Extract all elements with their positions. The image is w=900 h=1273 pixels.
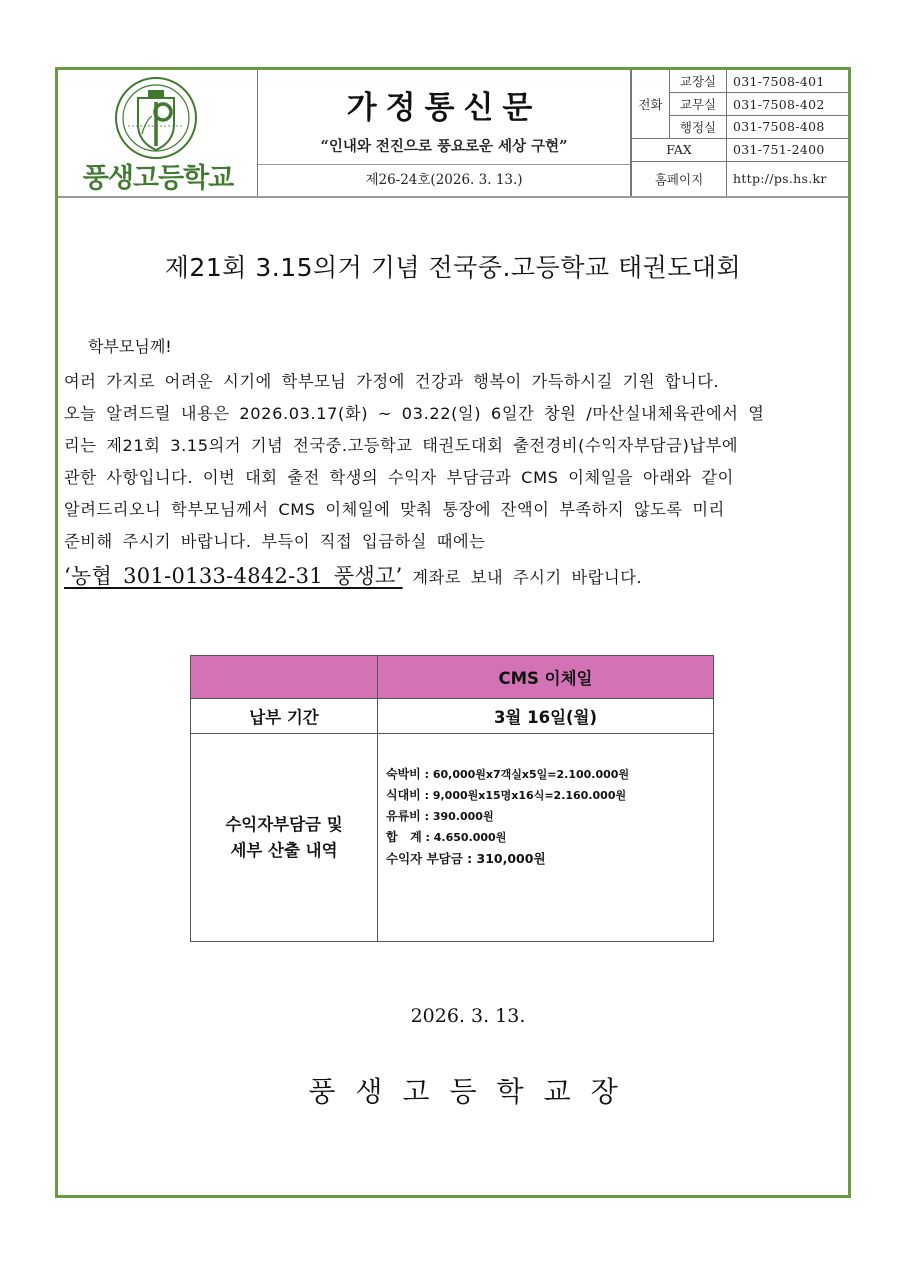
cost-item: 숙박비 : 60,000원x7객실x5일=2.100.000원 (386, 767, 630, 781)
body-line: 관한 사항입니다. 이번 대회 출전 학생의 수익자 부담금과 CMS 이체일을 아래와 같이 (64, 468, 734, 487)
fax-number: 031-751-2400 (727, 138, 849, 161)
body-line: 알려드리오니 학부모님께서 CMS 이체일에 맞춰 통장에 잔액이 부족하지 않도록 미리 (64, 500, 725, 519)
phone-number: 031-7508-402 (727, 93, 849, 116)
issue-number: 제26-24호(2026. 3. 13.) (258, 165, 631, 196)
body-line: 여러 가지로 어려운 시기에 학부모님 가정에 건강과 행복이 가득하시길 기원 합니다. (64, 372, 720, 391)
payment-table (190, 655, 714, 942)
homepage-link[interactable]: http://ps.hs.kr (727, 161, 849, 196)
detail-label-line: 수익자부담금 및 (225, 814, 343, 834)
payment-period-value: 3월 16일(월) (378, 699, 714, 734)
phone-office-label: 교무실 (670, 93, 727, 116)
phone-number: 031-7508-408 (727, 116, 849, 139)
letterhead (58, 70, 848, 198)
detail-label-cell (191, 734, 378, 942)
school-emblem-icon (114, 76, 198, 160)
newsletter-title: 가정통신문 (346, 90, 542, 126)
fax-label: FAX (632, 138, 727, 161)
phone-office-label: 행정실 (670, 116, 727, 139)
signatory: 풍생고등학교장 (308, 1075, 638, 1108)
body-line: 리는 제21회 3.15의거 기념 전국중.고등학교 태권도대회 출전경비(수익자부담금)납부에 (64, 436, 739, 455)
contact-table (631, 70, 848, 196)
beneficiary-charge: 수익자 부담금 : 310,000원 (386, 851, 546, 866)
detail-label-line: 세부 산출 내역 (230, 840, 338, 860)
body-line: 준비해 주시기 바랍니다. 부득이 직접 입금하실 때에는 (64, 532, 486, 551)
phone-office-label: 교장실 (670, 70, 727, 93)
phone-label: 전화 (632, 70, 670, 138)
document-title: 제21회 3.15의거 기념 전국중.고등학교 태권도대회 (164, 253, 742, 282)
school-name: 풍생고등학교 (82, 163, 234, 194)
signature-date: 2026. 3. 13. (410, 1005, 526, 1027)
school-logo-cell (58, 70, 258, 196)
body-text (64, 366, 844, 594)
payment-period-label: 납부 기간 (191, 699, 378, 734)
detail-values-cell (378, 734, 714, 942)
cost-item: 유류비 : 390.000원 (386, 809, 494, 823)
newsletter-title-cell (258, 70, 631, 165)
body-line: 오늘 알려드릴 내용은 2026.03.17(화) ~ 03.22(일) 6일간 창원 /마산실내체육관에서 열 (64, 404, 765, 423)
bank-account: ‘농협 301-0133-4842-31 풍생고’ (64, 564, 403, 588)
greeting: 학부모님께! (88, 337, 172, 356)
document-frame (55, 67, 851, 1198)
table-header-cms-date: CMS 이체일 (378, 656, 714, 699)
account-suffix: 계좌로 보내 주시기 바랍니다. (402, 568, 643, 587)
account-line (64, 560, 844, 594)
table-header-empty (191, 656, 378, 699)
cost-item: 합 계 : 4.650.000원 (386, 830, 507, 844)
phone-number: 031-7508-401 (727, 70, 849, 93)
homepage-label: 홈페이지 (632, 161, 727, 196)
school-motto: “인내와 전진으로 풍요로운 세상 구현” (320, 138, 568, 155)
cost-item: 식대비 : 9,000원x15명x16식=2.160.000원 (386, 788, 627, 802)
